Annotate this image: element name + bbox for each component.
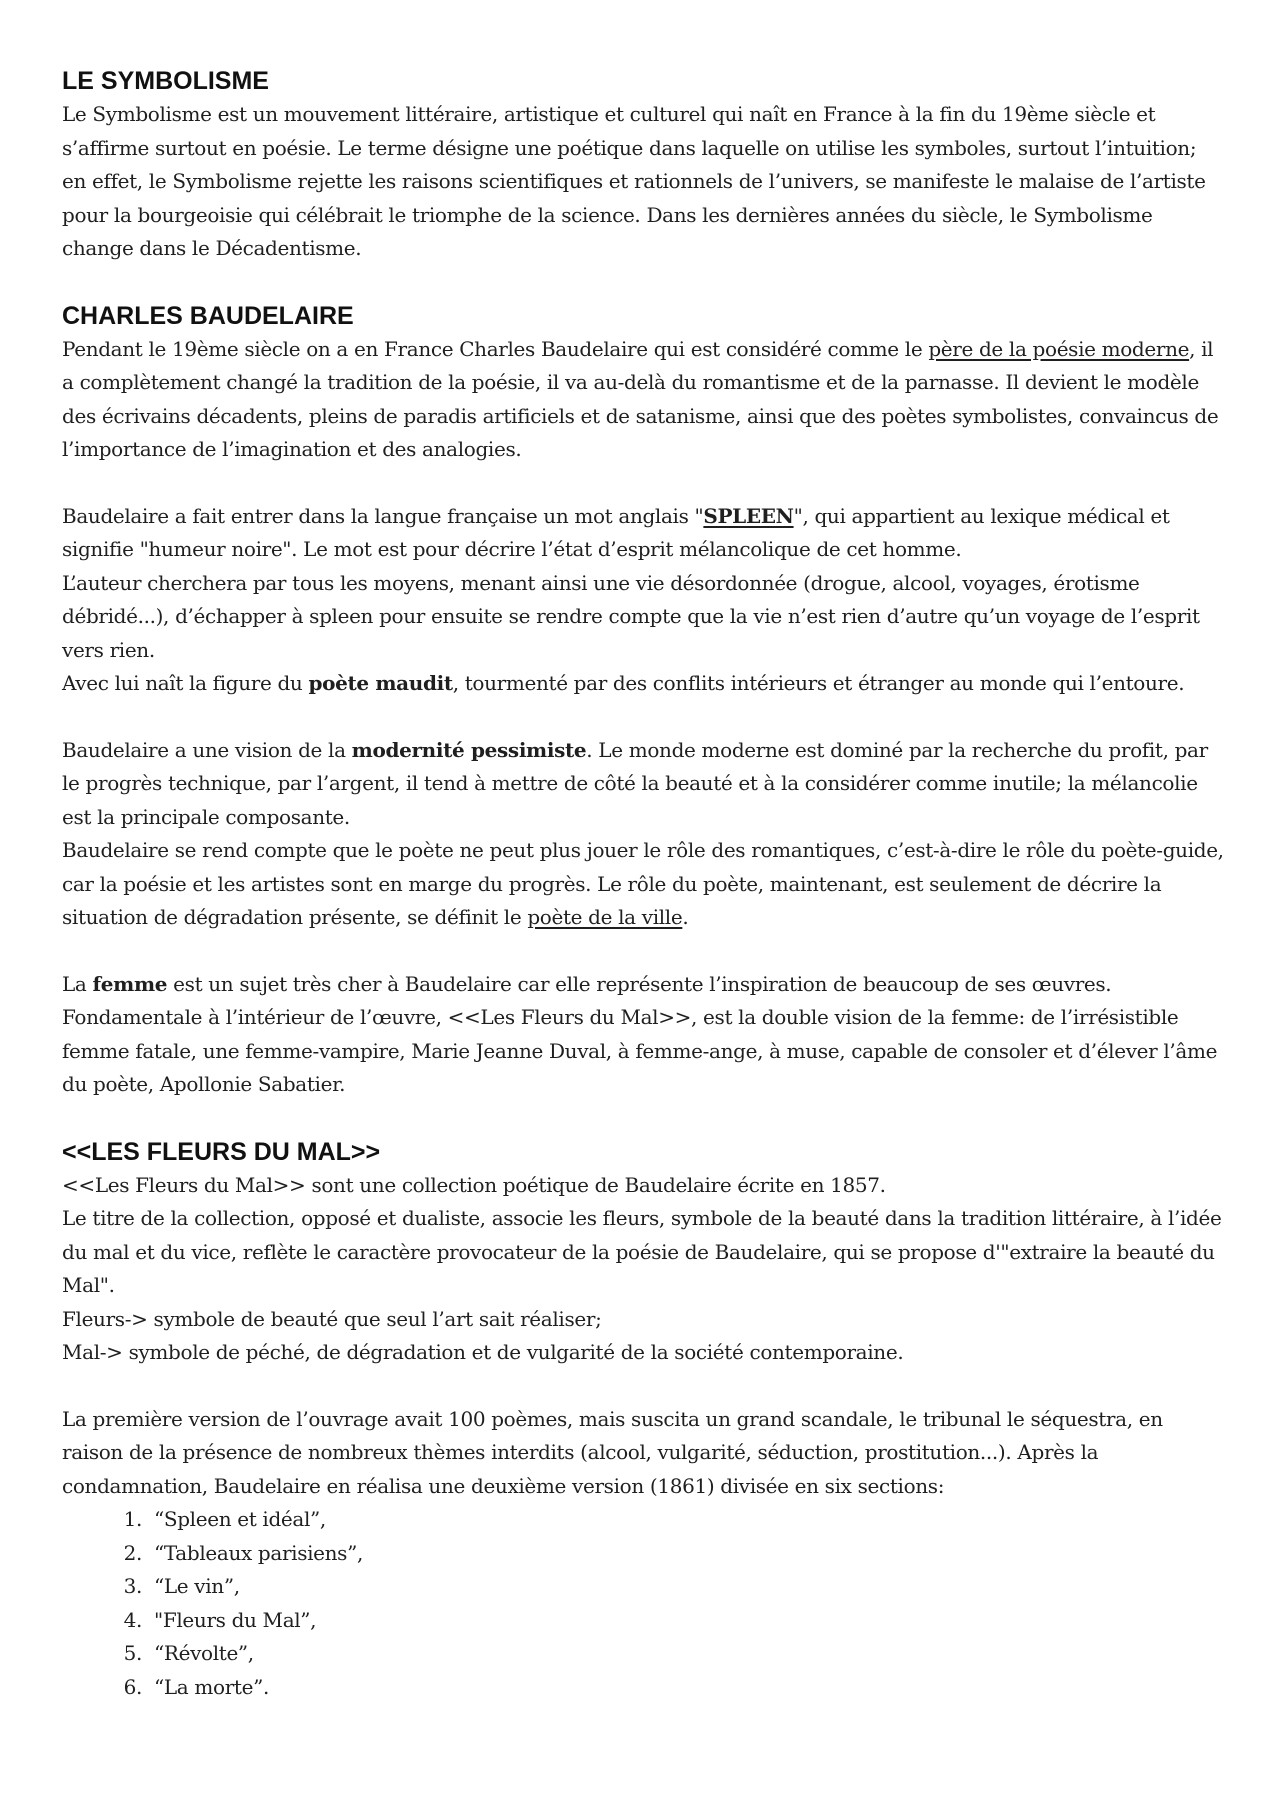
- paragraph: La femme est un sujet très cher à Baudelaire car elle représente l’inspiration de beaucoup de ses œuvres.: [62, 971, 1112, 996]
- paragraph: Baudelaire a fait entrer dans la langue française un mot anglais "SPLEEN", qui appartient au lexique médical et signifie "humeur noire". Le mot est pour décrire l’état d’esprit mélancolique de cet homme.: [62, 503, 1170, 561]
- paragraph: Pendant le 19ème siècle on a en France Charles Baudelaire qui est considéré comme le père de la poésie moderne, il a complètement changé la tradition de la poésie, il va au-delà du romantisme et de la parnasse. Il devient le modèle des écrivains décadents, pleins de paradis artificiels et de satanisme, ainsi que des poètes symbolistes, convaincus de l’importance de l’imagination et des analogies.: [62, 336, 1219, 461]
- list-item: 6. “La morte”.: [123, 1674, 269, 1699]
- bold-text: femme: [92, 971, 168, 996]
- paragraph: <<Les Fleurs du Mal>> sont une collection poétique de Baudelaire écrite en 1857.: [62, 1172, 886, 1197]
- paragraph: Baudelaire a une vision de la modernité pessimiste. Le monde moderne est dominé par la recherche du profit, par le progrès technique, par l’argent, il tend à mettre de côté la beauté et à la considérer comme inutile; la mélancolie est la principale composante.: [62, 737, 1208, 829]
- paragraph: Mal-> symbole de péché, de dégradation et de vulgarité de la société contemporaine.: [62, 1340, 904, 1364]
- paragraph: L’auteur cherchera par tous les moyens, menant ainsi une vie désordonnée (drogue, alcool, voyages, érotisme débridé...), d’échapper à spleen pour ensuite se rendre compte que la vie n’est rien d’autre qu’un voyage de l’esprit vers rien.: [62, 570, 1200, 662]
- list-item: 4. "Fleurs du Mal”,: [123, 1607, 317, 1632]
- list-item: 2. “Tableaux parisiens”,: [123, 1540, 363, 1565]
- paragraph: La première version de l’ouvrage avait 100 poèmes, mais suscita un grand scandale, le tribunal le séquestra, en raison de la présence de nombreux thèmes interdits (alcool, vulgarité, séduction, prostitution...). Après la condamnation, Baudelaire en réalisa une deuxième version (1861) divisée en six sections:: [62, 1406, 1163, 1498]
- underlined-text: poète de la ville: [527, 905, 683, 929]
- paragraph: Le titre de la collection, opposé et dualiste, associe les fleurs, symbole de la beauté dans la tradition littéraire, à l’idée du mal et du vice, reflète le caractère provocateur de la poésie de Baudelaire, qui se propose d'"extraire la beauté du Mal".: [62, 1206, 1222, 1297]
- section-title-fleurs-du-mal: <<LES FLEURS DU MAL>>: [62, 1137, 381, 1166]
- bold-text: modernité pessimiste: [351, 737, 587, 762]
- sections-list: [62, 1503, 1224, 1704]
- paragraph: Fondamentale à l’intérieur de l’œuvre, <<Les Fleurs du Mal>>, est la double vision de la femme: de l’irrésistible femme fatale, une femme-vampire, Marie Jeanne Duval, à femme-ange, à muse, capable de consoler et d’élever l’âme du poète, Apollonie Sabatier.: [62, 1005, 1218, 1096]
- paragraph: Avec lui naît la figure du poète maudit, tourmenté par des conflits intérieurs et étranger au monde qui l’entoure.: [62, 671, 1185, 695]
- keyword-spleen: SPLEEN: [703, 503, 794, 528]
- paragraph: Le Symbolisme est un mouvement littéraire, artistique et culturel qui naît en France à la fin du 19ème siècle et s’affirme surtout en poésie. Le terme désigne une poétique dans laquelle on utilise les symboles, surtout l’intuition; en effet, le Symbolisme rejette les raisons scientifiques et rationnels de l’univers, se manifeste le malaise de l’artiste pour la bourgeoisie qui célébrait le triomphe de la science. Dans les dernières années du siècle, le Symbolisme change dans le Décadentisme.: [62, 102, 1206, 260]
- bold-text: poète maudit: [308, 671, 453, 695]
- list-item: 5. “Révolte”,: [123, 1641, 254, 1665]
- list-item: 3. “Le vin”,: [123, 1574, 240, 1598]
- section-title-symbolisme: LE SYMBOLISME: [62, 67, 269, 95]
- paragraph: Fleurs-> symbole de beauté que seul l’art sait réaliser;: [62, 1306, 602, 1331]
- list-item: 1. “Spleen et idéal”,: [123, 1507, 326, 1531]
- section-title-baudelaire: CHARLES BAUDELAIRE: [62, 301, 354, 330]
- paragraph: Baudelaire se rend compte que le poète ne peut plus jouer le rôle des romantiques, c’est-à-dire le rôle du poète-guide, car la poésie et les artistes sont en marge du progrès. Le rôle du poète, maintenant, est seulement de décrire la situation de dégradation présente, se définit le poète de la ville.: [62, 838, 1224, 929]
- underlined-text: père de la poésie moderne: [928, 336, 1190, 361]
